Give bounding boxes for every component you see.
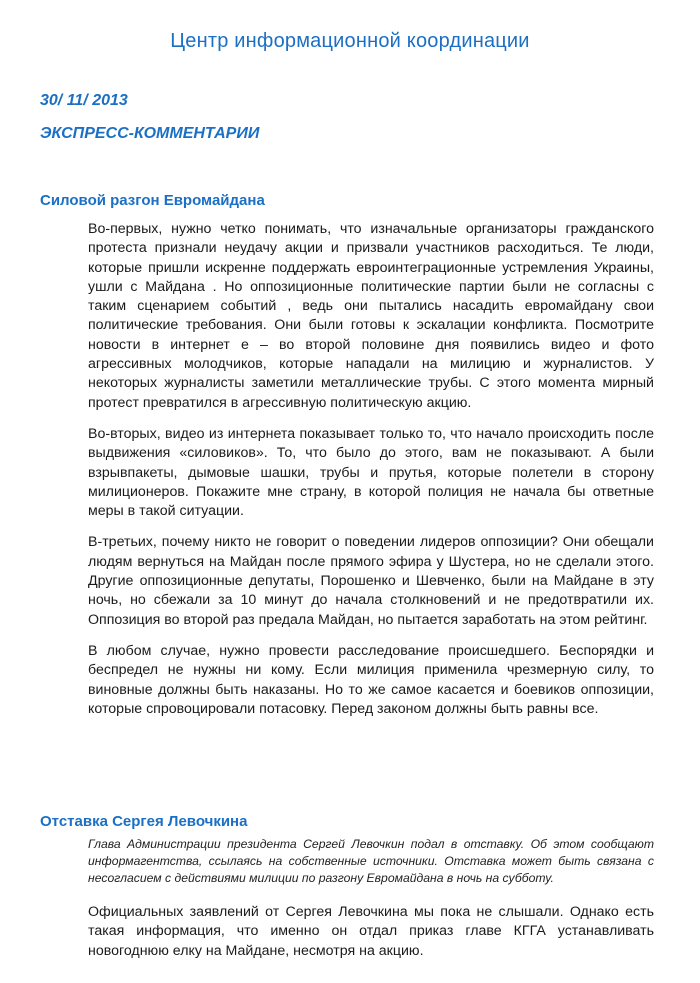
document-date: 30/ 11/ 2013 [40,92,128,109]
organization-title: Центр информационной координации [170,30,530,52]
section-note-levochkin: Глава Администрации президента Сергей Левочкин подал в отставку. Об этом сообщают информагентства, ссылаясь на собственные источники. Отставка может быть связана с несогласием с действиями милиции по разгону Евромайдана в ночь на субботу. [88,837,654,885]
paragraph: Во-первых, нужно четко понимать, что изначальные организаторы гражданского протеста признали неудачу акции и призвали участников расходиться. Те люди, которые пришли искренне поддержать евроинтеграционные устремления Украины, ушли с Майдана . Но оппозиционные политические партии были не согласны с таким сценарием событий , ведь они пытались насадить евромайдану свои политические требования. Они были готовы к эскалации конфликта. Посмотрите новости в интернет е – во второй половине дня появились видео и фото агрессивных молодчиков, которые нападали на милицию и журналистов. У некоторых журналисты заметили металлические трубы. С этого момента мирный протест превратился в агрессивную политическую акцию. [88,221,654,411]
paragraph: Во-вторых, видео из интернета показывает только то, что начало происходить после выдвижения «силовиков». То, что было до этого, вам не показывают. А были взрывпакеты, дымовые шашки, трубы и прутья, которые полетели в сторону милиционеров. Покажите мне страну, в которой полиция не начала бы ответные меры в такой ситуации. [88,425,654,520]
section-title-euromaidan: Силовой разгон Евромайдана [40,192,265,209]
section-body-levochkin: Официальных заявлений от Сергея Левочкина мы пока не слышали. Однако есть такая информация, что именно он отдал приказ главе КГГА устанавливать новогоднюю елку на Майдане, несмотря на акцию. [88,904,654,959]
document-type-heading: ЭКСПРЕСС-КОММЕНТАРИИ [40,125,260,142]
paragraph: В-третьих, почему никто не говорит о поведении лидеров оппозиции? Они обещали людям вернуться на Майдан после прямого эфира у Шустера, но не сделали этого. Другие оппозиционные депутаты, Порошенко и Шевченко, были на Майдане в эту ночь, но сбежали за 10 минут до начала столкновений и не предотвратили их. Оппозиция во второй раз предала Майдан, но пытается заработать на этом рейтинг. [88,534,654,628]
paragraph: В любом случае, нужно провести расследование происшедшего. Беспорядки и беспредел не нужны ни кому. Если милиция применила чрезмерную силу, то виновные должны быть наказаны. Но то же самое касается и боевиков оппозиции, которые спровоцировали потасовку. Перед законом должны быть равны все. [88,642,654,717]
section-body-euromaidan [88,220,654,731]
section-title-levochkin: Отставка Сергея Левочкина [40,813,248,830]
